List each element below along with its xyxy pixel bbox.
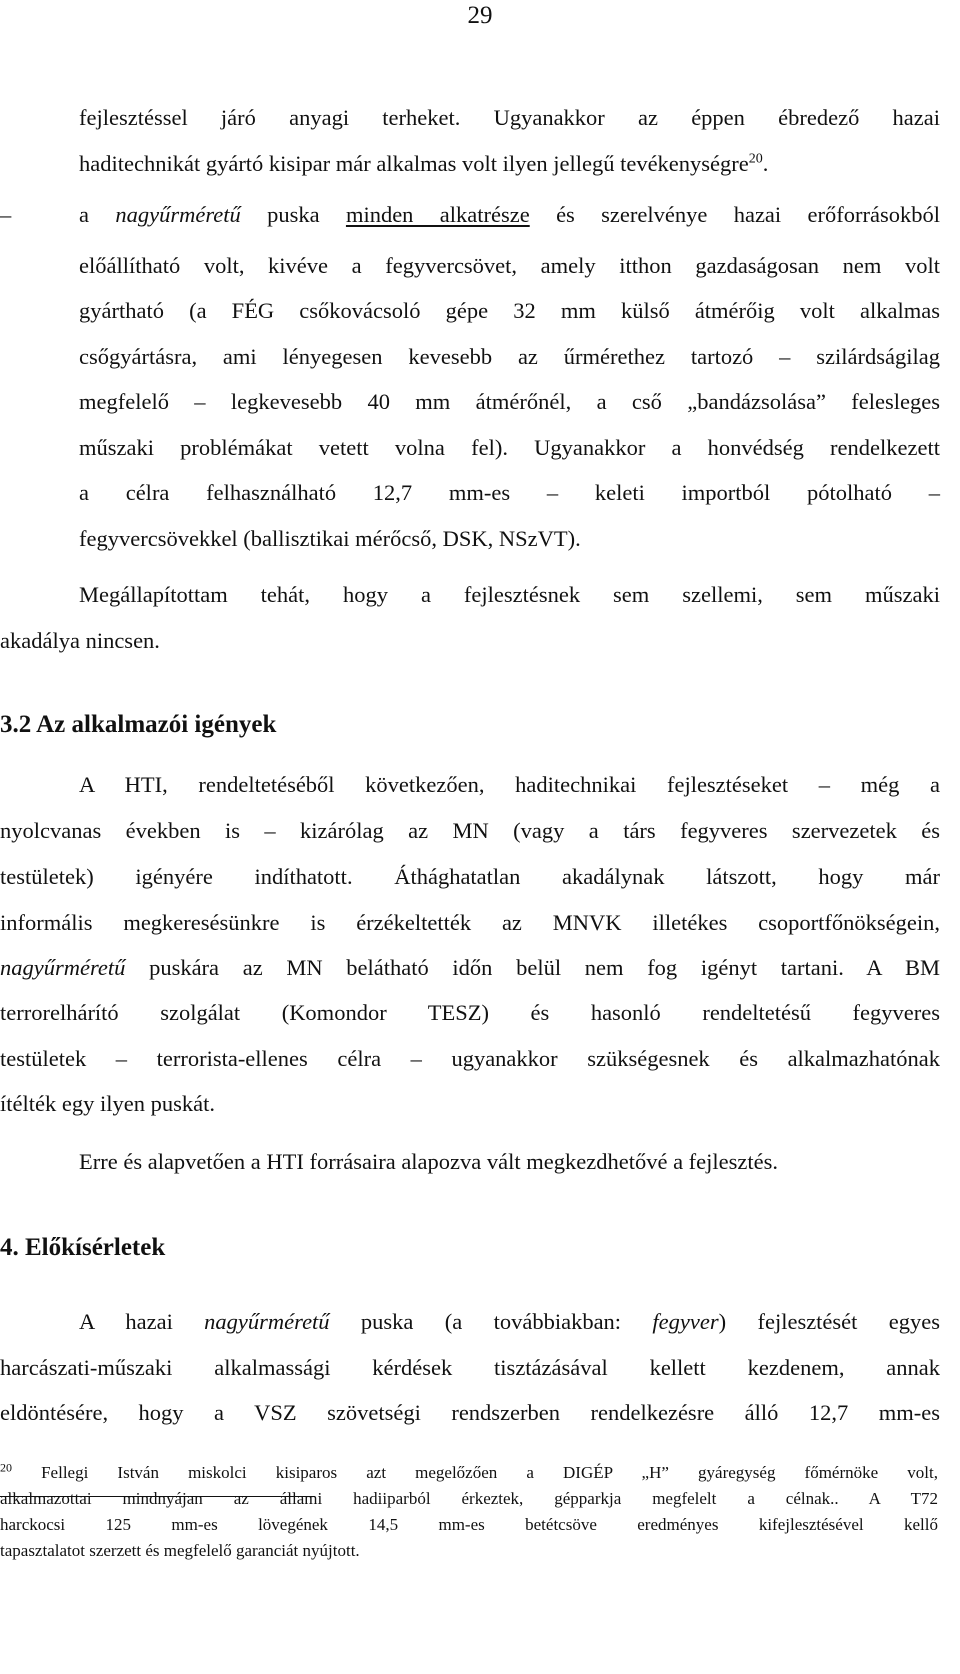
italic-term: nagyűrméretű [0, 955, 126, 980]
body-line: fejlesztéssel járó anyagi terheket. Ugyanakkor az éppen ébredező hazai [79, 105, 940, 130]
list-dash: – [0, 202, 12, 227]
footnote-text: Fellegi István miskolci kisiparos azt megelőzően a DIGÉP „H” gyáregység főmérnöke volt, [12, 1463, 938, 1482]
body-line: Erre és alapvetően a HTI forrásaira alapozva vált megkezdhetővé a fejlesztés. [79, 1149, 779, 1174]
section-heading: 4. Előkísérletek [0, 1234, 166, 1261]
body-line: nyolcvanas években is – kizárólag az MN (vagy a társ fegyveres szervezetek és [0, 818, 940, 843]
footnote-line: harckocsi 125 mm-es lövegének 14,5 mm-es betétcsöve eredményes kifejlesztésével kellő [0, 1515, 938, 1534]
section-heading: 3.2 Az alkalmazói igények [0, 711, 277, 738]
footnote-number: 20 [0, 1460, 12, 1475]
footnote-ref[interactable]: 20 [748, 151, 763, 167]
body-text: puska (a továbbiakban: [329, 1309, 653, 1334]
body-line: ítélték egy ilyen puskát. [0, 1091, 215, 1116]
body-line: terrorelhárító szolgálat (Komondor TESZ) és hasonló rendeltetésű fegyveres [0, 1000, 940, 1025]
body-text: a [79, 202, 116, 227]
footnote-line: alkalmazottai mindnyájan az állami hadiiparból érkeztek, gépparkja megfelelt a célnak.. A T72 [0, 1489, 938, 1508]
underlined-term: minden alkatrésze [345, 202, 530, 227]
conclusion-line: akadálya nincsen. [0, 628, 160, 653]
body-line: fegyvercsövekkel (ballisztikai mérőcső, DSK, NSzVT). [79, 526, 581, 551]
body-text: haditechnikát gyártó kisipar már alkalmas volt ilyen jellegű tevékenységre [79, 151, 749, 176]
body-line [0, 149, 960, 179]
body-line: előállítható volt, kivéve a fegyvercsövet, amely itthon gazdaságosan nem volt [79, 253, 940, 278]
body-line: megfelelő – legkevesebb 40 mm átmérőnél, a cső „bandázsolása” felesleges [79, 389, 940, 414]
body-text: ) fejlesztését egyes [718, 1309, 940, 1334]
body-line: testületek – terrorista-ellenes célra – ugyanakkor szükségesnek és alkalmazhatónak [0, 1046, 940, 1071]
italic-term: nagyűrméretű [115, 202, 241, 227]
page-number: 29 [467, 2, 493, 29]
body-line: gyártható (a FÉG csőkovácsoló gépe 32 mm külső átmérőig volt alkalmas [79, 298, 940, 323]
body-line [0, 953, 960, 983]
period: . [762, 151, 769, 176]
body-line: testületek) igényére indíthatott. Áthághatatlan akadálynak látszott, hogy már [0, 864, 940, 889]
body-line: A HTI, rendeltetéséből következően, haditechnikai fejlesztéseket – még a [79, 772, 940, 797]
body-text: A hazai [79, 1309, 205, 1334]
list-item-first-line [0, 200, 960, 230]
body-text: puska [240, 202, 346, 227]
body-line: eldöntésére, hogy a VSZ szövetségi rendszerben rendelkezésre álló 12,7 mm-es [0, 1400, 940, 1425]
conclusion-line: Megállapítottam tehát, hogy a fejlesztésnek sem szellemi, sem műszaki [79, 582, 940, 607]
footnote-line [0, 1460, 960, 1486]
body-line: informális megkeresésünkre is érzékeltették az MNVK illetékes csoportfőnökségein, [0, 910, 940, 935]
body-text: puskára az MN belátható időn belül nem fog igényt tartani. A BM [125, 955, 940, 980]
italic-term: fegyver [652, 1309, 719, 1334]
body-line [0, 1307, 960, 1337]
body-line: csőgyártásra, ami lényegesen kevesebb az űrmérethez tartozó – szilárdságilag [79, 344, 940, 369]
body-line: harcászati-műszaki alkalmassági kérdések tisztázásával kellett kezdenem, annak [0, 1355, 940, 1380]
body-line: műszaki problémákat vetett volna fel). Ugyanakkor a honvédség rendelkezett [79, 435, 940, 460]
body-text: és szerelvénye hazai erőforrásokból [529, 202, 940, 227]
footnote-line: tapasztalatot szerzett és megfelelő garanciát nyújtott. [0, 1541, 360, 1560]
italic-term: nagyűrméretű [204, 1309, 330, 1334]
body-line: a célra felhasználható 12,7 mm-es – keleti importból pótolható – [79, 480, 940, 505]
